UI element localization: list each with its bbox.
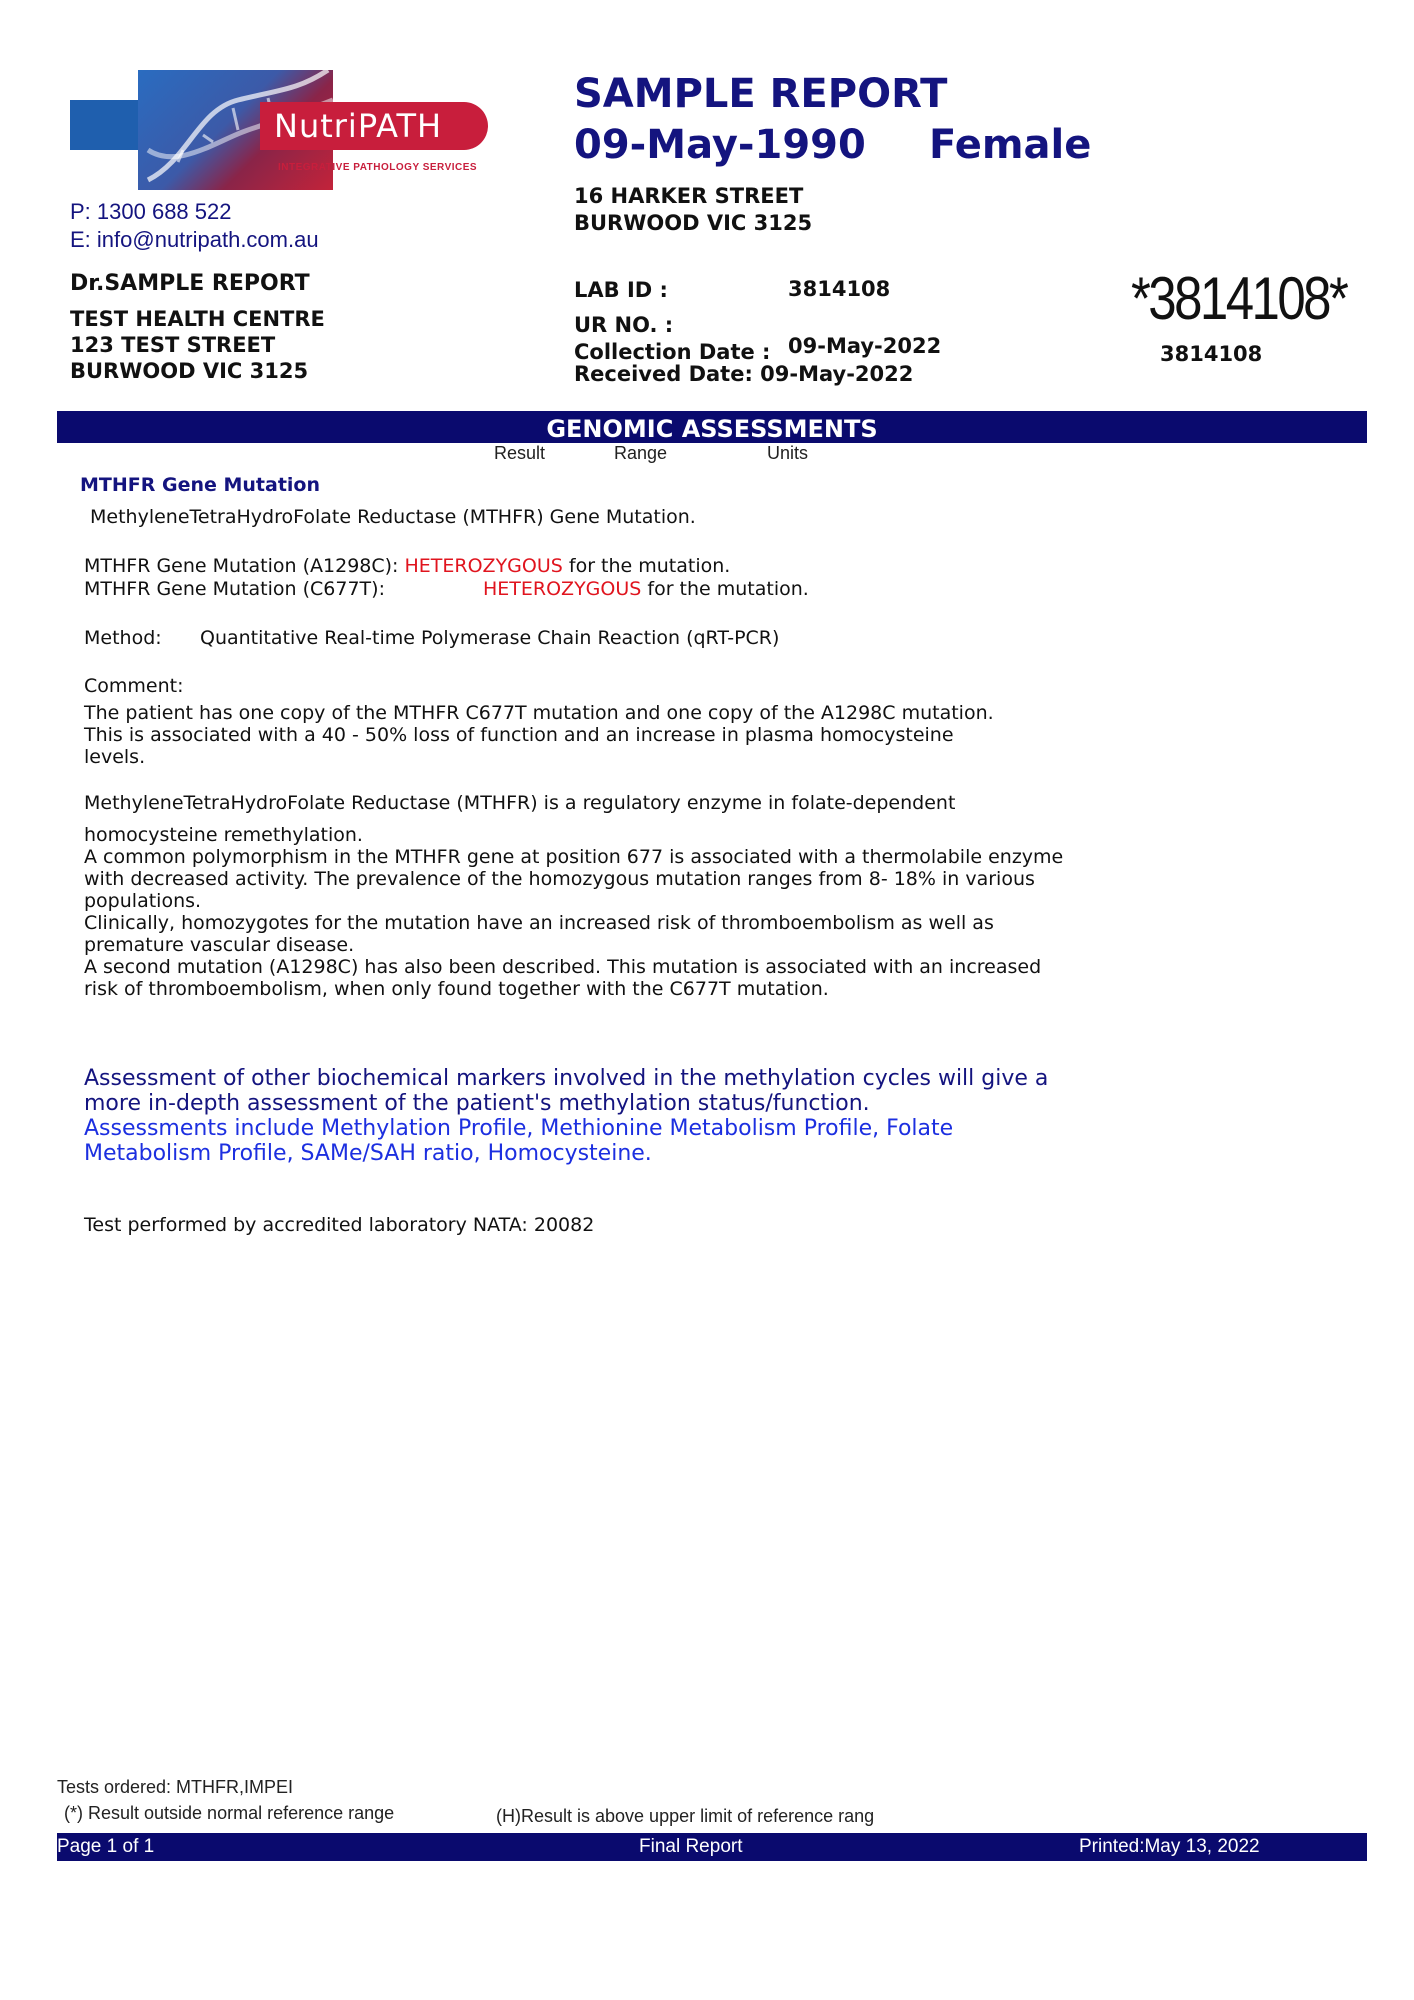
logo-blue-square: [70, 100, 138, 150]
assessment-line: Assessments include Methylation Profile, Methionine Metabolism Profile, Folate: [84, 1116, 954, 1141]
patient-suburb: BURWOOD VIC 3125: [574, 211, 813, 235]
doctor-street: 123 TEST STREET: [70, 333, 276, 357]
assessment-line: Assessment of other biochemical markers involved in the methylation cycles will give a: [84, 1066, 1049, 1091]
assessment-line: Metabolism Profile, SAMe/SAH ratio, Homocysteine.: [84, 1141, 652, 1166]
info-line: risk of thromboembolism, when only found together with the C677T mutation.: [84, 978, 829, 1000]
lab-id-value: 3814108: [788, 277, 891, 301]
nata-statement: Test performed by accredited laboratory NATA: 20082: [84, 1214, 595, 1236]
printed-date: Printed:May 13, 2022: [1079, 1836, 1260, 1857]
info-line-1: MethyleneTetraHydroFolate Reductase (MTHFR) is a regulatory enzyme in folate-dependent: [84, 792, 956, 814]
mthfr-heading: MTHFR Gene Mutation: [80, 474, 321, 496]
comment-label: Comment:: [84, 675, 184, 697]
assessment-line: more in-depth assessment of the patient's methylation status/function.: [84, 1091, 870, 1116]
info-line: homocysteine remethylation.: [84, 824, 363, 846]
collection-date-label: Collection Date :: [574, 340, 771, 364]
a1298c-tail: for the mutation.: [568, 555, 731, 577]
column-units: Units: [767, 443, 809, 463]
logo-brand-name: NutriPATH: [260, 102, 488, 150]
info-line: populations.: [84, 890, 202, 912]
method-label: Method:: [84, 627, 162, 649]
c677t-label: MTHFR Gene Mutation (C677T):: [84, 578, 385, 600]
barcode-number: 3814108: [1160, 342, 1263, 366]
barcode: *3814108*: [1131, 265, 1347, 332]
section-header-genomic: GENOMIC ASSESSMENTS: [57, 411, 1367, 443]
doctor-name: Dr.SAMPLE REPORT: [70, 271, 310, 296]
doctor-suburb: BURWOOD VIC 3125: [70, 359, 309, 383]
contact-email: E: info@nutripath.com.au: [70, 227, 319, 252]
mthfr-c677t-result-row: [483, 578, 809, 600]
doctor-clinic: TEST HEALTH CENTRE: [70, 307, 325, 331]
a1298c-label: MTHFR Gene Mutation (A1298C):: [84, 555, 399, 577]
page-number: Page 1 of 1: [57, 1836, 155, 1857]
comment-line: This is associated with a 40 - 50% loss of function and an increase in plasma homocysteine: [84, 724, 954, 746]
info-line: premature vascular disease.: [84, 934, 355, 956]
contact-phone: P: 1300 688 522: [70, 199, 232, 224]
assessment-note: [84, 1066, 1048, 1166]
c677t-tail: for the mutation.: [647, 578, 809, 600]
comment-line: levels.: [84, 746, 146, 768]
info-block: [84, 824, 1063, 1000]
nutripath-logo: [70, 70, 490, 190]
info-line: A common polymorphism in the MTHFR gene at position 677 is associated with a thermolabile enzyme: [84, 846, 1064, 868]
report-status: Final Report: [639, 1836, 743, 1857]
footer-bar: [57, 1833, 1367, 1861]
tests-ordered: Tests ordered: MTHFR,IMPEI: [57, 1777, 294, 1797]
patient-sex: Female: [929, 122, 1092, 168]
legend-outside-range: (*) Result outside normal reference range: [64, 1803, 395, 1823]
collection-date-value: 09-May-2022: [788, 334, 942, 358]
info-line: A second mutation (A1298C) has also been described. This mutation is associated with an increased: [84, 956, 1042, 978]
a1298c-result: HETEROZYGOUS: [404, 555, 563, 577]
column-result: Result: [494, 443, 546, 463]
received-date: Received Date: 09-May-2022: [574, 362, 914, 386]
comment-line: The patient has one copy of the MTHFR C677T mutation and one copy of the A1298C mutation.: [84, 702, 994, 724]
mthfr-a1298c-row: [84, 555, 730, 577]
info-line: with decreased activity. The prevalence of the homozygous mutation ranges from 8- 18% in various: [84, 868, 1035, 890]
info-line: Clinically, homozygotes for the mutation have an increased risk of thromboembolism as well as: [84, 912, 994, 934]
comment-block: [84, 702, 994, 768]
legend-above-upper: (H)Result is above upper limit of reference rang: [496, 1806, 875, 1826]
mthfr-intro: MethyleneTetraHydroFolate Reductase (MTHFR) Gene Mutation.: [90, 506, 696, 528]
patient-dob: 09-May-1990: [574, 122, 866, 168]
logo-tagline: INTEGRATIVE PATHOLOGY SERVICES: [278, 162, 478, 173]
method-value: Quantitative Real-time Polymerase Chain Reaction (qRT-PCR): [200, 627, 780, 649]
lab-id-label: LAB ID :: [574, 278, 668, 302]
column-range: Range: [614, 443, 668, 463]
patient-street: 16 HARKER STREET: [574, 184, 804, 208]
report-title: SAMPLE REPORT: [574, 71, 948, 117]
c677t-result: HETEROZYGOUS: [483, 578, 642, 600]
ur-number-label: UR NO. :: [574, 313, 674, 337]
